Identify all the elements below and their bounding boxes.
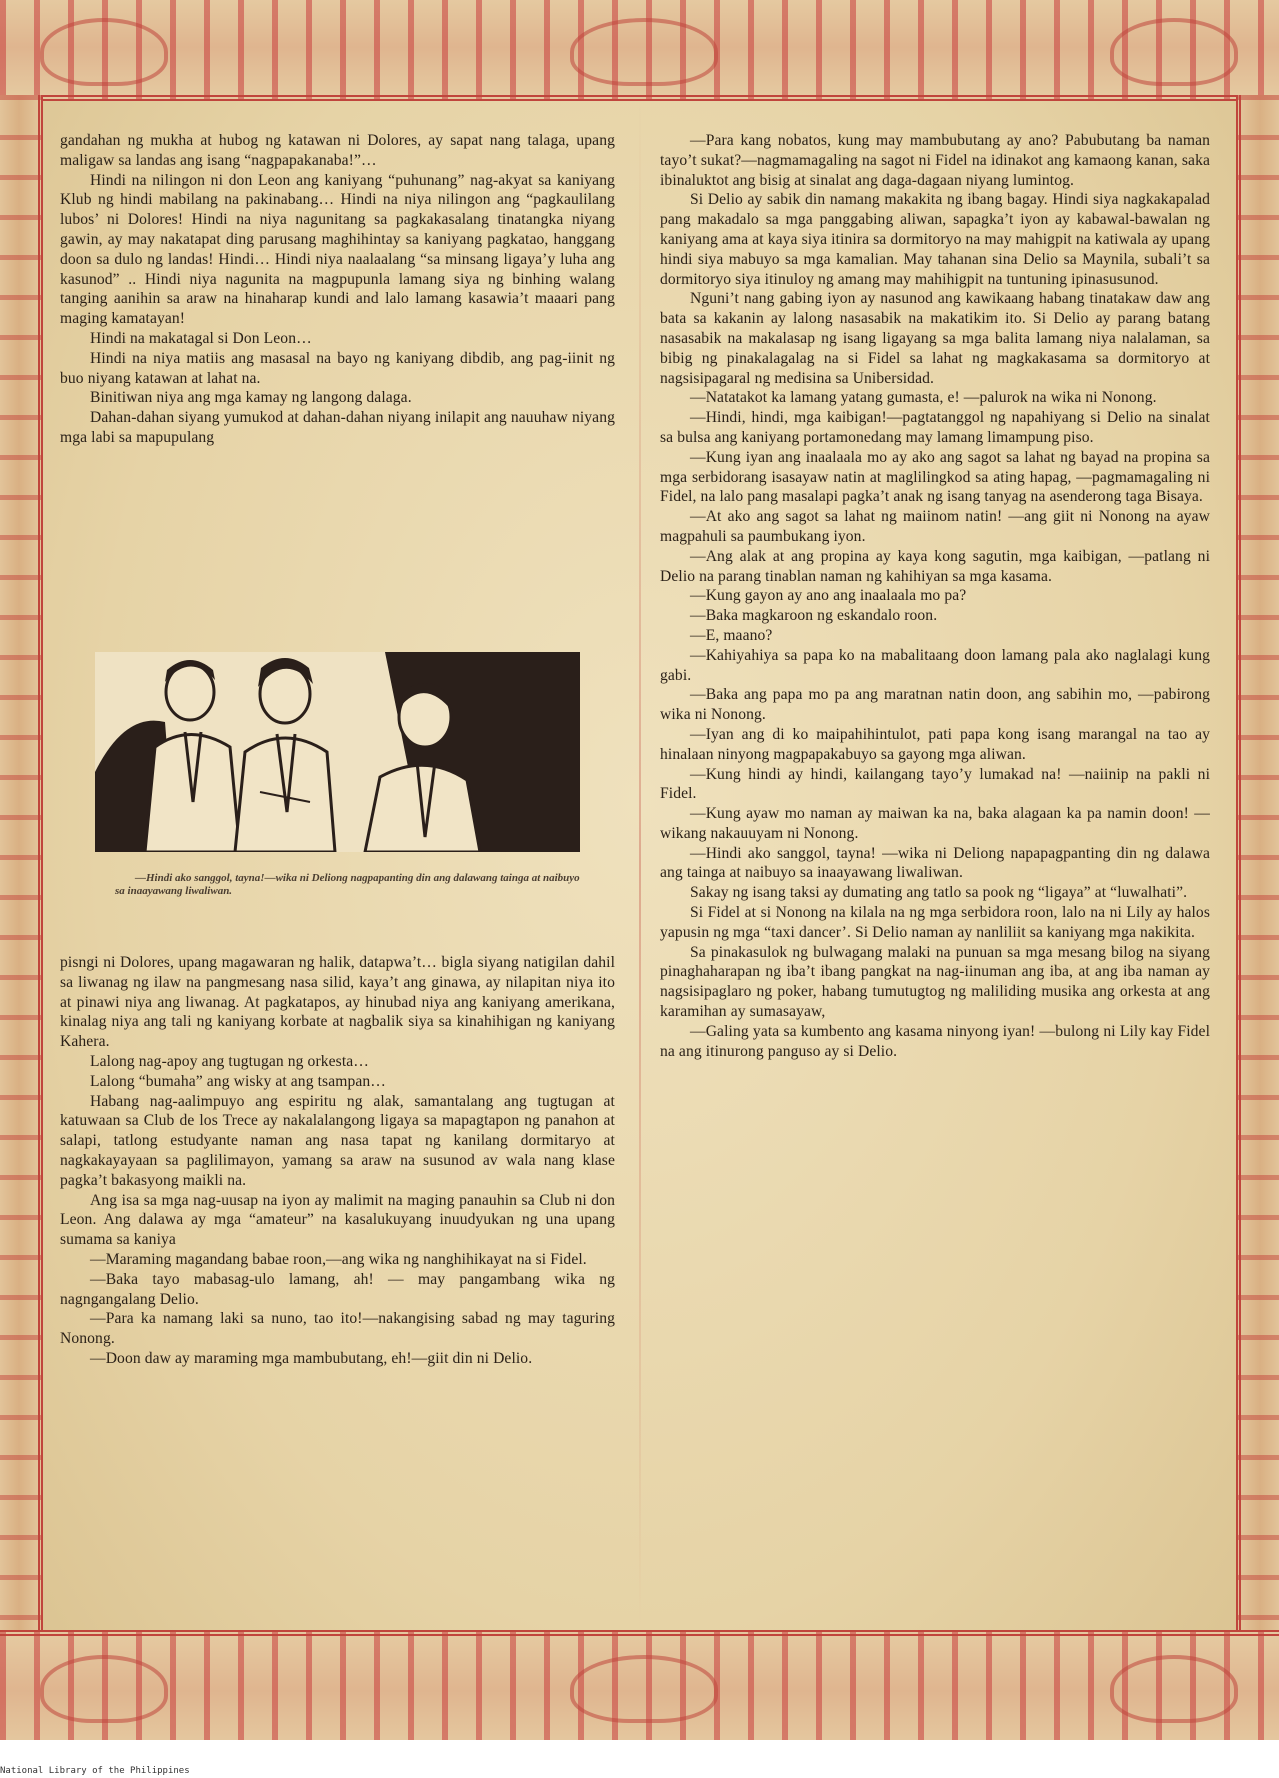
paragraph: —E, maano? <box>690 626 773 644</box>
right-column <box>660 131 1210 1061</box>
paragraph: Hindi na makatagal si Don Leon… <box>90 329 312 347</box>
ornamental-border-left <box>0 95 43 1630</box>
left-column-top <box>60 131 615 448</box>
scroll-ornament-icon <box>570 18 718 86</box>
illustration-caption: —Hindi ako sanggol, tayna!—wika ni Deliong nagpapanting din ang dalawang tainga at naibuyo sa inaayawang liwaliwan. <box>115 872 580 897</box>
scroll-ornament-icon <box>570 1655 718 1723</box>
paragraph: Nguni’t nang gabing iyon ay nasunod ang kawikaang habang tinatakaw daw ang bata sa kakanin ay lalong nasasabik na makatikim ito. Si Delio ay parang batang nasasabik na makalasap ng isang ligayang sa mga balita lamang niya nalalaman, sa bibig ng pinakalagalag na si Fidel sa lahat ng magkakasama sa dormitoryo at nagsisipagaral ng medisina sa Unibersidad. <box>660 290 1210 387</box>
paragraph: —Para kang nobatos, kung may mambubutang ay ano? Pabubutang ba naman tayo’t sukat?—nagmamagaling na sagot ni Fidel na idinakot ang kamaong kanan, saka ibinaluktot ang bisig at sinalat ang daga-dagaan niyang lumintog. <box>660 132 1210 189</box>
paragraph: —Iyan ang di ko maipahihintulot, pati papa kong isang marangal na tao ay hinalaan ninyong magpapakabuyo sa gayong mga aliwan. <box>660 725 1210 763</box>
paragraph: —Kung ayaw mo naman ay maiwan ka na, baka alagaan ka pa namin doon! —wikang nakauuyam ni Nonong. <box>660 805 1210 842</box>
paragraph: —Baka ang papa mo pa ang maratnan natin doon, ang sabihin mo, —pabirong wika ni Nonong. <box>660 686 1210 724</box>
scroll-ornament-icon <box>1110 1655 1238 1723</box>
paragraph: gandahan ng mukha at hubog ng katawan ni Dolores, ay sapat nang talaga, upang maligaw sa landas ang isang “nagpapakanaba!”… <box>60 132 615 169</box>
paragraph: —Maraming magandang babae roon,—ang wika ng nanghihikayat na si Fidel. <box>90 1250 587 1268</box>
ornamental-border-right <box>1236 95 1279 1630</box>
library-credit: National Library of the Philippines <box>0 1766 190 1776</box>
paragraph: —Kung iyan ang inaalaala mo ay ako ang sagot sa lahat ng bayad na propina sa mga serbidorang isasayaw natin at maglilingkod sa ating hapag, —pagmamagaling ni Fidel, na lalo pang masalapi pagka’t anak ng isang tanyag na asenderong taga Bisaya. <box>660 448 1210 506</box>
paragraph: —Baka tayo mabasag-ulo lamang, ah! — may pangambang wika ng nagngangalang Delio. <box>60 1270 615 1308</box>
paragraph: —Galing yata sa kumbento ang kasama ninyong iyan! —bulong ni Lily kay Fidel na ang itinurong panguso ay si Delio. <box>660 1022 1210 1060</box>
paragraph: —At ako ang sagot sa lahat ng maiinom natin! —ang giit ni Nonong na ayaw magpahuli sa paumbukang iyon. <box>660 508 1210 545</box>
illustration-three-students <box>95 652 580 852</box>
paragraph: Si Fidel at si Nonong na kilala na ng mga serbidora roon, lalo na ni Lily ay halos yapusin ng mga “taxi dancer’. Si Delio naman ay nanliliit sa kaniyang mga nakikita. <box>660 904 1210 941</box>
paragraph: Lalong “bumaha” ang wisky at ang tsampan… <box>90 1072 386 1090</box>
paragraph: —Natatakot ka lamang yatang gumasta, e! —palurok na wika ni Nonong. <box>690 389 1157 407</box>
paragraph: Si Delio ay sabik din namang makakita ng ibang bagay. Hindi siya nagkakapalad pang makadalo sa mga panggabing aliwan, sapagka’t iyon ay kabawal-bawalan ng kaniyang ama at kaya siya itinira sa dormitoryo na may mahigpit na katiwala ay upang hindi siya mabuyo sa mga kamalian. May tahanan sina Delio sa Maynila, subali’t sa dormitoryo siya itinuloy ng amang may mahihigpit na tuntuning ipinasusunod. <box>660 191 1210 288</box>
paragraph: Hindi na niya matiis ang masasal na bayo ng kaniyang dibdib, ang pag-iinit ng buo niyang katawan at lahat na. <box>60 349 615 387</box>
paragraph: —Hindi ako sanggol, tayna! —wika ni Deliong napapagpanting din ng dalawa ang tainga at naibuyo sa inaayawang liwaliwan. <box>660 844 1210 882</box>
paragraph: —Kung gayon ay ano ang inaalaala mo pa? <box>690 587 967 605</box>
paragraph: Ang isa sa mga nag-uusap na iyon ay malimit na maging panauhin sa Club ni don Leon. Ang dalawa ay mga “amateur” na kasalukuyang inuudyukan ng una upang sumama sa kaniya <box>60 1191 615 1249</box>
paragraph: pisngi ni Dolores, upang magawaran ng halik, datapwa’t… bigla siyang natigilan dahil sa liwanag ng ilaw na pangmesang nasa silid, kaya’t ang ginawa, ay nilapitan niya ito at pinawi niya ang liwanag. At pagkatapos, ay hinubad niya ang kaniyang amerikana, kinalag niya ang tali ng kaniyang korbate at nagbalik siya sa kinahihigan ng kaniyang Kahera. <box>60 954 615 1051</box>
paragraph: —Hindi, hindi, mga kaibigan!—pagtatanggol ng napahiyang si Delio na sinalat sa bulsa ang kaniyang portamonedang may lamang limampung piso. <box>660 409 1210 446</box>
scroll-ornament-icon <box>1110 18 1238 86</box>
paragraph: Sakay ng isang taksi ay dumating ang tatlo sa pook ng “ligaya” at “luwalhati”. <box>690 884 1188 902</box>
scroll-ornament-icon <box>40 18 168 86</box>
paragraph: Lalong nag-apoy ang tugtugan ng orkesta… <box>90 1052 369 1070</box>
paragraph: Hindi na nilingon ni don Leon ang kaniyang “puhunang” nag-akyat sa kaniyang Klub ng hindi mabilang na pakinabang… Hindi na niya nilingon ang “pagkaulilang lubos’ ni Dolores! Hindi na niya nagunitang sa pagkakasalang tinatangka niyang gawin, ay may nakatapat ding parusang maghihintay sa kaniyang pagkatao, hanggang doon sa dulo ng landas! Hindi… Hindi niya naalaalang “sa minsang ligaya’y luha ang kasunod” .. Hindi niya nagunita na magpupunla lamang siya ng binhing walang tanging aanihin sa araw na hinaharap kundi and lalo lamang kasawia’t maaari pang maging kamatayan! <box>60 171 615 328</box>
paragraph: Habang nag-aalimpuyo ang espiritu ng alak, samantalang ang tugtugan at katuwaan sa Club de los Trece ay nakalalangong ligaya sa mapagtapon ng panahon at salapi, tatlong estudyante naman ang nasa tapat ng kanilang dormitaryo at nagkakayayaan sa paglilimayon, yamang sa araw na susunod av wala nang klase pagka’t bakasyong maikli na. <box>60 1092 615 1189</box>
paragraph: —Kung hindi ay hindi, kailangang tayo’y lumakad na! —naiinip na pakli ni Fidel. <box>660 765 1210 803</box>
scroll-ornament-icon <box>40 1655 168 1723</box>
paragraph: —Para ka namang laki sa nuno, tao ito!—nakangising sabad ng may taguring Nonong. <box>60 1310 615 1348</box>
paragraph: —Baka magkaroon ng eskandalo roon. <box>690 607 938 625</box>
paragraph: Sa pinakasulok ng bulwagang malaki na punuan sa mga mesang bilog na siyang pinaghaharapan ng iba’t ibang pangkat na nag-iinuman ang iba, at ang iba naman ay nagsisipaglaro ng poker, habang tumutugtog ng maliliding musika ang orkesta at ang karamihan ay sumasayaw, <box>660 943 1210 1021</box>
paragraph: —Kahiyahiya sa papa ko na mabalitaang doon lamang pala ako naglalagi kung gabi. <box>660 646 1210 684</box>
paragraph: —Ang alak at ang propina ay kaya kong sagutin, mga kaibigan, —patlang ni Delio na parang tinablan naman ng kahihiyan sa mga kasama. <box>660 547 1210 585</box>
paragraph: —Doon daw ay maraming mga mambubutang, eh!—giit din ni Delio. <box>90 1349 533 1367</box>
left-column-bottom <box>60 953 615 1369</box>
paragraph: Binitiwan niya ang mga kamay ng langong dalaga. <box>90 389 412 407</box>
column-divider <box>639 100 641 1630</box>
paragraph: Dahan-dahan siyang yumukod at dahan-dahan niyang inilapit ang nauuhaw niyang mga labi sa mapupulang <box>60 409 615 446</box>
